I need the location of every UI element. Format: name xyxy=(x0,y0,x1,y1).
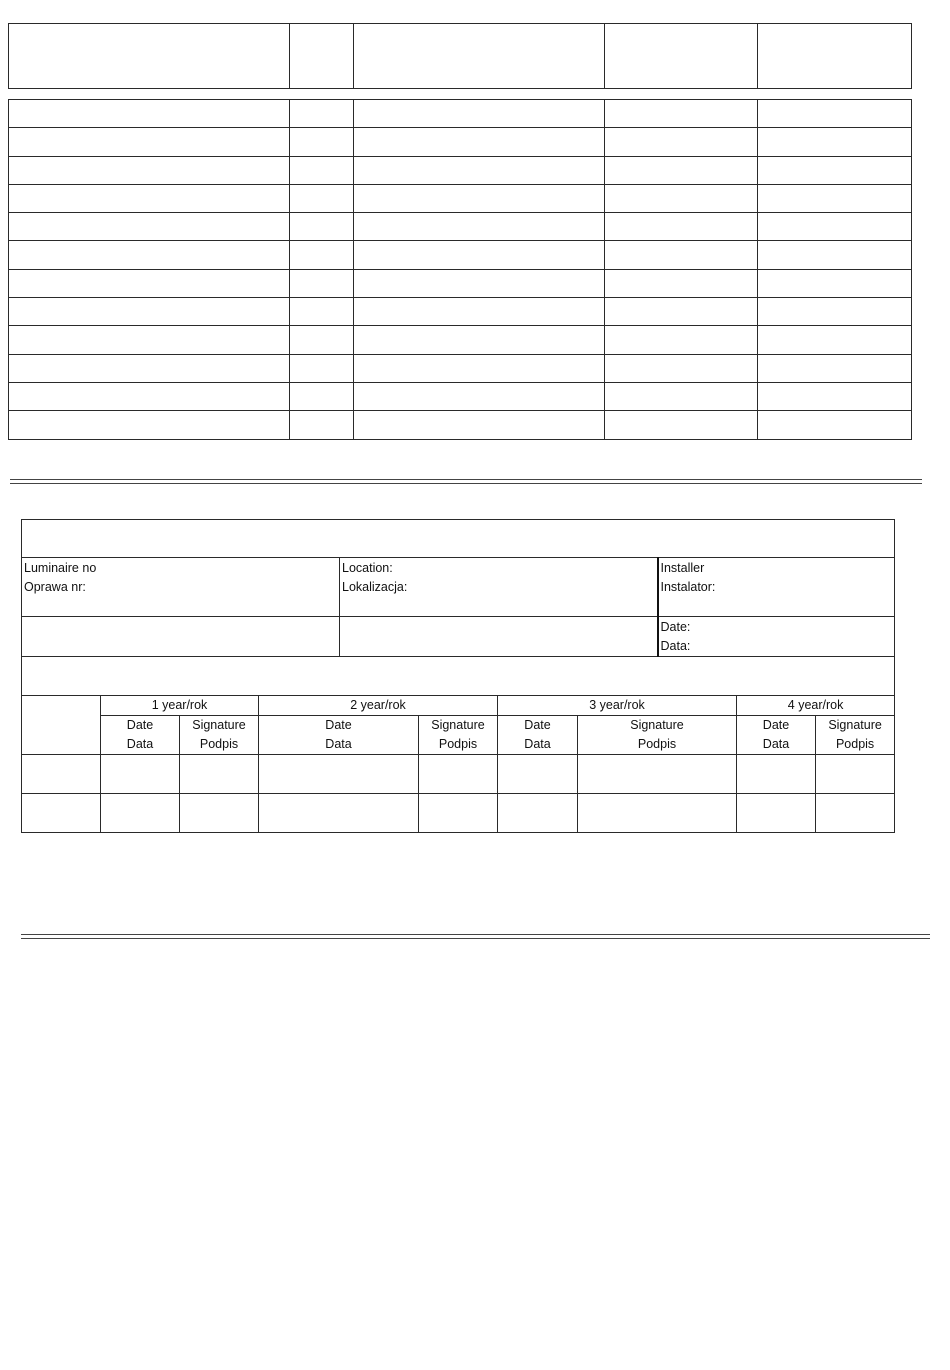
entry-cell[interactable] xyxy=(498,755,578,794)
entry-cell[interactable] xyxy=(816,755,895,794)
luminaire-label: Luminaire no xyxy=(24,561,97,575)
table-cell[interactable] xyxy=(605,326,758,354)
table-cell[interactable] xyxy=(605,354,758,382)
table-cell[interactable] xyxy=(758,156,912,184)
top-table-header xyxy=(8,23,912,89)
table-cell[interactable] xyxy=(354,128,605,156)
header-cell[interactable] xyxy=(9,24,290,89)
table-cell[interactable] xyxy=(605,382,758,410)
table-cell[interactable] xyxy=(9,213,290,241)
row-header-blank xyxy=(22,696,101,755)
blank-field[interactable] xyxy=(340,617,658,657)
table-cell[interactable] xyxy=(758,184,912,212)
year-3-header: 3 year/rok xyxy=(498,696,737,716)
table-cell[interactable] xyxy=(354,213,605,241)
signature-column-header: Signature Podpis xyxy=(816,716,895,755)
table-row xyxy=(9,241,912,269)
blank-field[interactable] xyxy=(22,617,340,657)
table-cell[interactable] xyxy=(290,156,354,184)
luminaire-label-pl: Oprawa nr: xyxy=(24,580,86,594)
inspection-row xyxy=(22,794,895,833)
table-cell[interactable] xyxy=(9,269,290,297)
date-column-header: Date Data xyxy=(101,716,180,755)
date-column-header: Date Data xyxy=(498,716,578,755)
location-field[interactable] xyxy=(340,558,658,617)
table-cell[interactable] xyxy=(9,354,290,382)
table-cell[interactable] xyxy=(605,156,758,184)
table-cell[interactable] xyxy=(354,411,605,439)
date-label-pl: Data: xyxy=(660,639,691,653)
header-cell[interactable] xyxy=(605,24,758,89)
table-cell[interactable] xyxy=(605,269,758,297)
signature-column-header: Signature Podpis xyxy=(578,716,737,755)
table-cell[interactable] xyxy=(354,354,605,382)
table-cell[interactable] xyxy=(9,128,290,156)
table-cell[interactable] xyxy=(605,213,758,241)
signature-column-header: Signature Podpis xyxy=(419,716,498,755)
double-divider xyxy=(21,934,930,939)
table-row xyxy=(9,184,912,212)
luminaire-card xyxy=(21,519,895,833)
header-cell[interactable] xyxy=(758,24,912,89)
table-cell[interactable] xyxy=(290,128,354,156)
table-cell[interactable] xyxy=(605,298,758,326)
entry-cell[interactable] xyxy=(419,755,498,794)
date-field[interactable] xyxy=(658,617,895,657)
table-cell[interactable] xyxy=(290,354,354,382)
double-divider xyxy=(10,479,922,484)
table-cell[interactable] xyxy=(605,411,758,439)
table-row xyxy=(9,213,912,241)
table-cell[interactable] xyxy=(605,184,758,212)
table-row xyxy=(9,156,912,184)
entry-cell[interactable] xyxy=(737,755,816,794)
table-cell[interactable] xyxy=(290,411,354,439)
luminaire-number-field[interactable] xyxy=(22,558,340,617)
table-cell[interactable] xyxy=(354,382,605,410)
entry-cell[interactable] xyxy=(419,794,498,833)
table-cell[interactable] xyxy=(9,298,290,326)
table-row xyxy=(9,298,912,326)
card-title-cell[interactable] xyxy=(22,520,895,558)
entry-cell[interactable] xyxy=(498,794,578,833)
row-label-cell[interactable] xyxy=(22,755,101,794)
inspection-row xyxy=(22,755,895,794)
table-cell[interactable] xyxy=(290,382,354,410)
table-row xyxy=(9,100,912,128)
table-cell[interactable] xyxy=(605,241,758,269)
section-bar[interactable] xyxy=(22,657,895,696)
year-2-header: 2 year/rok xyxy=(259,696,498,716)
table-row xyxy=(9,128,912,156)
table-cell[interactable] xyxy=(354,269,605,297)
entry-cell[interactable] xyxy=(259,755,419,794)
signature-column-header: Signature Podpis xyxy=(180,716,259,755)
table-row xyxy=(9,326,912,354)
row-label-cell[interactable] xyxy=(22,794,101,833)
entry-cell[interactable] xyxy=(259,794,419,833)
table-cell[interactable] xyxy=(758,128,912,156)
entry-cell[interactable] xyxy=(578,755,737,794)
location-label: Location: xyxy=(342,561,393,575)
table-row xyxy=(9,354,912,382)
table-cell[interactable] xyxy=(290,100,354,128)
installer-label: Installer xyxy=(660,561,705,575)
entry-cell[interactable] xyxy=(816,794,895,833)
date-column-header: Date Data xyxy=(259,716,419,755)
table-cell[interactable] xyxy=(354,184,605,212)
table-cell[interactable] xyxy=(9,184,290,212)
table-cell[interactable] xyxy=(758,100,912,128)
table-cell[interactable] xyxy=(758,298,912,326)
table-cell[interactable] xyxy=(354,298,605,326)
table-cell[interactable] xyxy=(758,326,912,354)
table-cell[interactable] xyxy=(758,354,912,382)
table-cell[interactable] xyxy=(605,128,758,156)
installer-label-pl: Instalator: xyxy=(660,580,716,594)
table-cell[interactable] xyxy=(290,298,354,326)
table-cell[interactable] xyxy=(354,100,605,128)
table-cell[interactable] xyxy=(290,326,354,354)
entry-cell[interactable] xyxy=(737,794,816,833)
table-cell[interactable] xyxy=(9,241,290,269)
date-label: Date: xyxy=(660,620,691,634)
table-cell[interactable] xyxy=(758,213,912,241)
date-column-header: Date Data xyxy=(737,716,816,755)
header-cell[interactable] xyxy=(354,24,605,89)
header-cell[interactable] xyxy=(290,24,354,89)
table-cell[interactable] xyxy=(290,241,354,269)
entry-cell[interactable] xyxy=(180,755,259,794)
table-cell[interactable] xyxy=(290,213,354,241)
table-cell[interactable] xyxy=(9,382,290,410)
table-cell[interactable] xyxy=(354,326,605,354)
table-cell[interactable] xyxy=(758,269,912,297)
installer-field[interactable] xyxy=(658,558,895,617)
entry-cell[interactable] xyxy=(578,794,737,833)
table-row xyxy=(9,382,912,410)
year-1-header: 1 year/rok xyxy=(101,696,259,716)
table-cell[interactable] xyxy=(758,382,912,410)
table-cell[interactable] xyxy=(605,100,758,128)
table-cell[interactable] xyxy=(354,156,605,184)
entry-cell[interactable] xyxy=(180,794,259,833)
table-cell[interactable] xyxy=(758,241,912,269)
year-4-header: 4 year/rok xyxy=(737,696,895,716)
table-cell[interactable] xyxy=(290,184,354,212)
table-cell[interactable] xyxy=(758,411,912,439)
table-cell[interactable] xyxy=(354,241,605,269)
entry-cell[interactable] xyxy=(101,794,180,833)
table-cell[interactable] xyxy=(9,100,290,128)
table-cell[interactable] xyxy=(9,411,290,439)
table-row xyxy=(9,269,912,297)
top-table-body xyxy=(8,99,912,440)
table-cell[interactable] xyxy=(290,269,354,297)
entry-cell[interactable] xyxy=(101,755,180,794)
location-label-pl: Lokalizacja: xyxy=(342,580,408,594)
table-cell[interactable] xyxy=(9,156,290,184)
table-cell[interactable] xyxy=(9,326,290,354)
table-row xyxy=(9,411,912,439)
